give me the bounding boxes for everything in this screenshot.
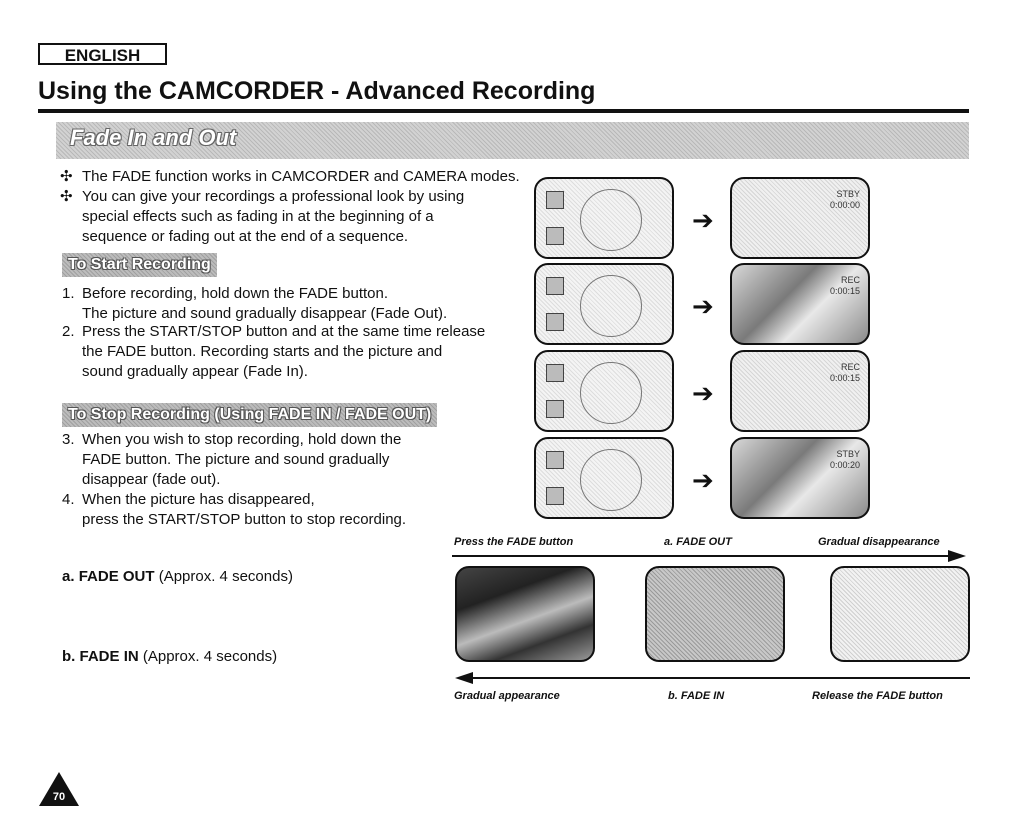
arrow-right-icon: ➔ xyxy=(692,291,714,321)
step-line: Before recording, hold down the FADE button. xyxy=(82,285,389,302)
screen-status: REC xyxy=(840,275,860,285)
arrow-right-icon: ➔ xyxy=(692,465,714,495)
caption-gradual-disappearance: Gradual disappearance xyxy=(818,536,940,548)
dial-icon xyxy=(580,449,642,511)
step-line: FADE button. The picture and sound gradually xyxy=(82,451,390,468)
page-title: Using the CAMCORDER - Advanced Recording xyxy=(38,77,596,105)
dial-icon xyxy=(580,362,642,424)
fade-out-detail: (Approx. 4 seconds) xyxy=(158,568,293,585)
fade-frame-blank xyxy=(830,566,970,662)
caption-gradual-appearance: Gradual appearance xyxy=(454,690,560,702)
fade-out-label xyxy=(62,568,293,585)
step-line: the FADE button. Recording starts and the picture and xyxy=(82,343,443,360)
screen-status: REC xyxy=(840,362,860,372)
start-recording-heading: To Start Recording xyxy=(62,253,217,277)
step-line: disappear (fade out). xyxy=(82,471,221,488)
step-number: 1. xyxy=(62,285,75,302)
fade-button-icon xyxy=(546,364,564,382)
arrow-right-icon: ➔ xyxy=(692,205,714,235)
step-line: When the picture has disappeared, xyxy=(82,491,315,508)
step-2 xyxy=(62,322,485,382)
button-icon xyxy=(546,313,564,331)
bullet-line: sequence or fading out at the end of a sequence. xyxy=(82,228,409,245)
arrow-right-icon: ➔ xyxy=(692,378,714,408)
screen-status: STBY xyxy=(836,189,860,199)
dial-icon xyxy=(580,189,642,251)
fade-out-timeline xyxy=(452,555,952,557)
fade-in-detail: (Approx. 4 seconds) xyxy=(142,648,278,665)
step-number: 4. xyxy=(62,491,75,508)
button-icon xyxy=(546,400,564,418)
screen-time: 0:00:20 xyxy=(829,460,860,470)
fade-frame-half xyxy=(645,566,785,662)
caption-fade-out: a. FADE OUT xyxy=(664,536,732,548)
button-icon xyxy=(546,227,564,245)
button-icon xyxy=(546,487,564,505)
arrow-right-icon xyxy=(948,550,966,562)
bullet-text-1: The FADE function works in CAMCORDER and CAMERA modes. xyxy=(82,168,520,185)
fade-in-name: FADE IN xyxy=(79,648,139,665)
viewfinder-screen xyxy=(730,350,870,432)
step-line: The picture and sound gradually disappear (Fade Out). xyxy=(82,305,448,322)
bullet-text-2 xyxy=(82,187,464,247)
viewfinder-screen xyxy=(730,263,870,345)
camcorder-panel-illustration xyxy=(534,177,674,259)
camcorder-panel-illustration xyxy=(534,350,674,432)
camcorder-panel-illustration xyxy=(534,437,674,519)
section-title: Fade In and Out xyxy=(70,125,237,150)
screen-time: 0:00:15 xyxy=(829,373,860,383)
step-1 xyxy=(62,284,447,324)
fade-out-letter: a. xyxy=(62,568,75,585)
bullet-line: You can give your recordings a professional look by using xyxy=(82,188,465,205)
fade-out-name: FADE OUT xyxy=(78,568,155,585)
step-line: press the START/STOP button to stop recording. xyxy=(82,511,407,528)
fade-frame-full xyxy=(455,566,595,662)
fade-button-icon xyxy=(546,191,564,209)
screen-status: STBY xyxy=(836,449,860,459)
viewfinder-screen xyxy=(730,437,870,519)
fade-button-icon xyxy=(546,277,564,295)
fade-in-timeline xyxy=(472,677,970,679)
step-number: 3. xyxy=(62,431,75,448)
caption-release-fade: Release the FADE button xyxy=(812,690,943,702)
fade-in-letter: b. xyxy=(62,648,76,665)
fade-button-icon xyxy=(546,451,564,469)
bullet-line: special effects such as fading in at the beginning of a xyxy=(82,208,434,225)
camcorder-panel-illustration xyxy=(534,263,674,345)
bullet-icon: ✣ xyxy=(60,168,73,185)
arrow-left-icon xyxy=(455,672,473,684)
language-label: ENGLISH xyxy=(38,43,167,65)
step-number: 2. xyxy=(62,323,75,340)
page-number: 70 xyxy=(52,791,66,803)
title-divider xyxy=(38,109,969,113)
step-line: Press the START/STOP button and at the same time release xyxy=(82,323,486,340)
screen-time: 0:00:00 xyxy=(829,200,860,210)
step-3 xyxy=(62,430,401,490)
step-line: sound gradually appear (Fade In). xyxy=(82,363,308,380)
bullet-icon: ✣ xyxy=(60,188,73,205)
fade-in-label xyxy=(62,648,277,665)
step-4 xyxy=(62,490,406,530)
caption-press-fade: Press the FADE button xyxy=(454,536,574,548)
dial-icon xyxy=(580,275,642,337)
caption-fade-in: b. FADE IN xyxy=(668,690,725,702)
screen-time: 0:00:15 xyxy=(829,286,860,296)
stop-recording-heading: To Stop Recording (Using FADE IN / FADE OUT) xyxy=(62,403,437,427)
viewfinder-screen xyxy=(730,177,870,259)
step-line: When you wish to stop recording, hold down the xyxy=(82,431,402,448)
